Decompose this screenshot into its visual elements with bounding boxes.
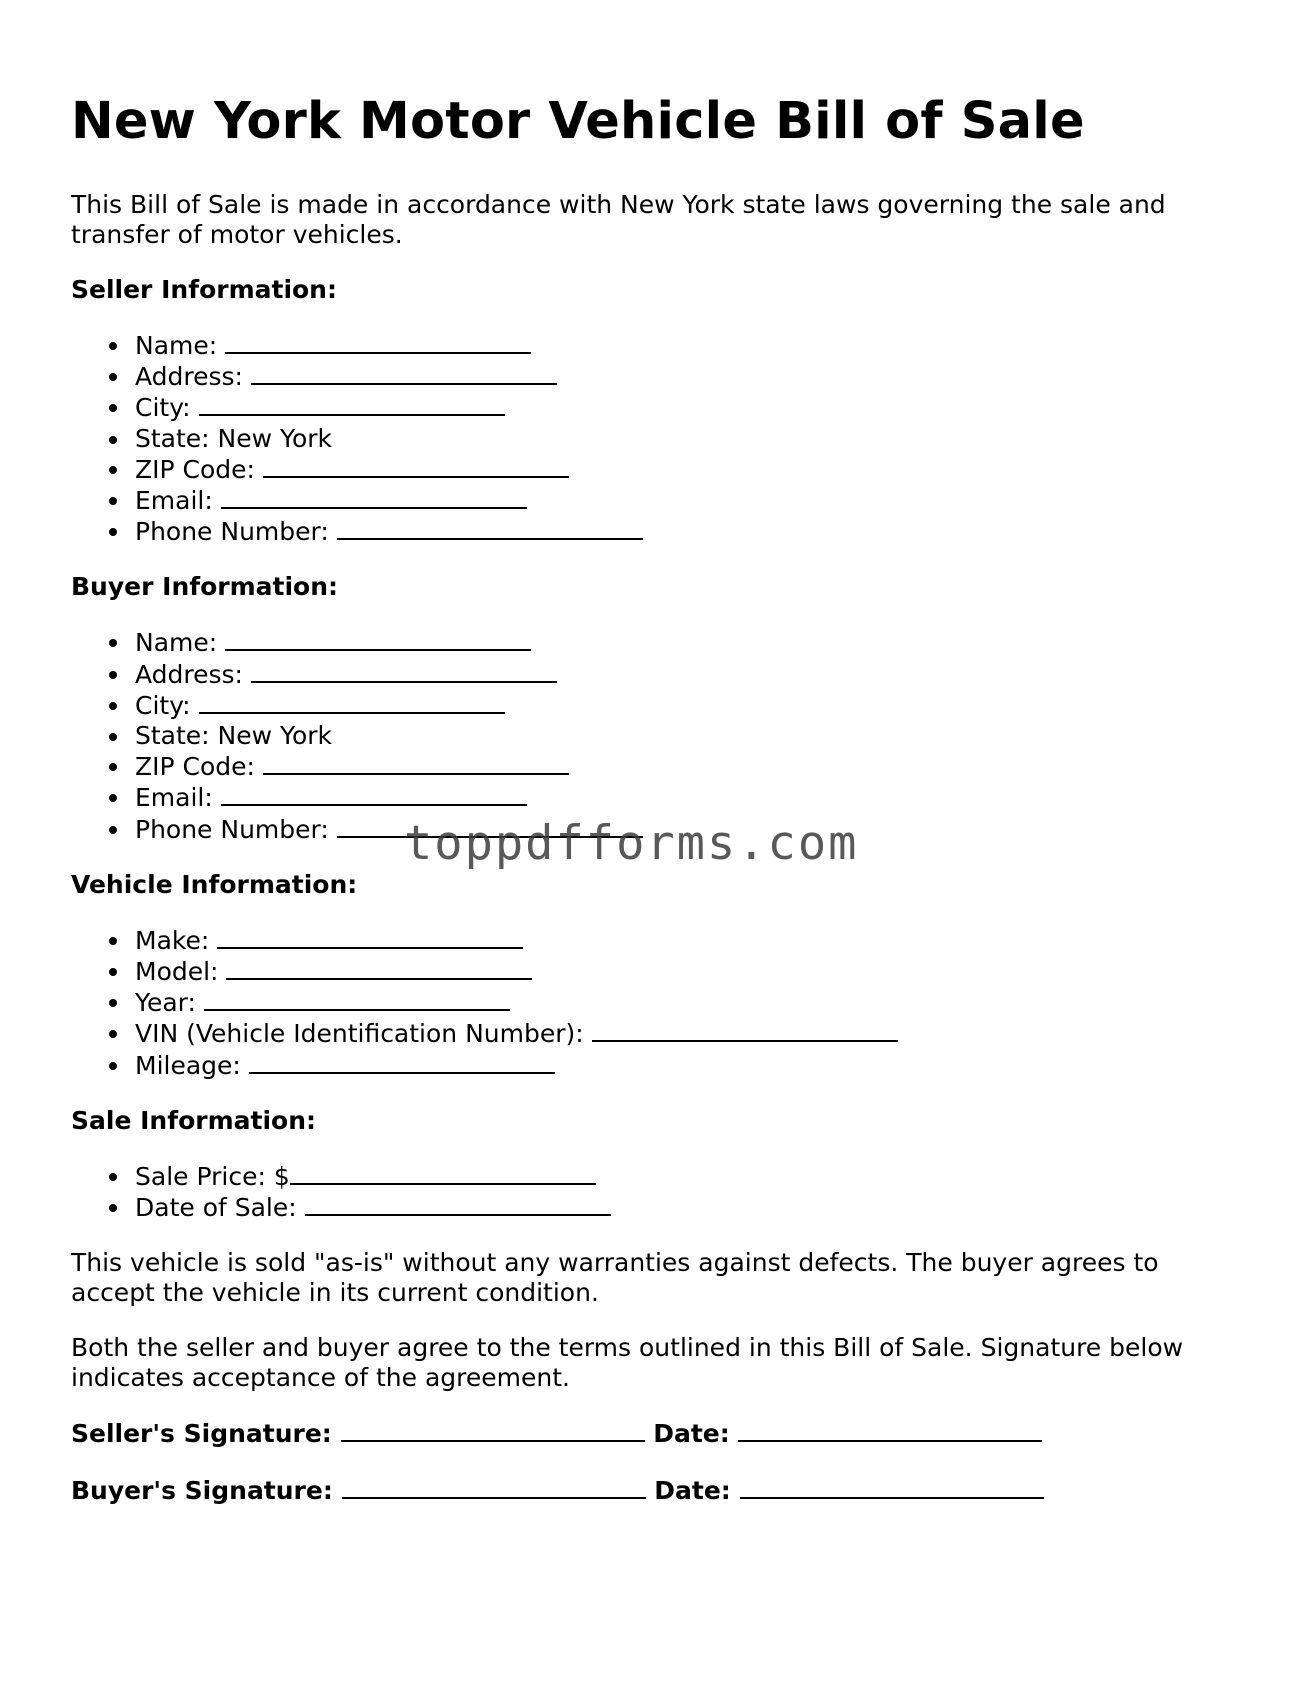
form-field-item (135, 925, 1231, 956)
form-field-blank[interactable] (199, 690, 505, 714)
form-field-item (135, 956, 1231, 987)
form-field-blank[interactable] (225, 627, 531, 651)
form-field-label: State: New York (135, 423, 333, 453)
form-field-blank[interactable] (337, 814, 643, 838)
form-field-blank[interactable] (263, 751, 569, 775)
document-page (71, 0, 1231, 1506)
form-field-label: Phone Number: (135, 814, 337, 844)
form-field-blank[interactable] (251, 361, 557, 385)
form-field-blank[interactable] (290, 1161, 596, 1185)
seller-heading: Seller Information: (71, 275, 337, 304)
form-field-label: Make: (135, 925, 218, 955)
vehicle-heading: Vehicle Information: (71, 869, 358, 899)
agreement-paragraph: Both the seller and buyer agree to the terms outlined in this Bill of Sale. Signature below indicates acceptance of the agreement. (71, 1333, 1184, 1393)
form-field-item (135, 392, 1231, 423)
buyer-field-list (71, 627, 1231, 844)
form-field-label: Date of Sale: (135, 1193, 305, 1223)
form-field-item (135, 690, 1231, 721)
form-field-item (135, 516, 1231, 547)
form-field-item (135, 814, 1231, 845)
seller-field-list (71, 330, 1231, 547)
form-field-item (135, 659, 1231, 690)
form-field-label: Year: (135, 988, 204, 1018)
watermark: toppdfforms.com (404, 816, 859, 871)
buyer-date-field[interactable] (740, 1475, 1044, 1499)
form-field-label: ZIP Code: (135, 752, 263, 782)
form-field-label: City: (135, 690, 199, 720)
form-field-blank[interactable] (199, 392, 505, 416)
form-field-blank[interactable] (226, 956, 532, 980)
form-field-item (135, 485, 1231, 516)
buyer-signature-label: Buyer's Signature: (71, 1476, 342, 1506)
buyer-signature-row (71, 1475, 1231, 1506)
form-field-blank[interactable] (251, 659, 557, 683)
form-field-label: Email: (135, 783, 221, 813)
form-field-item (135, 627, 1231, 658)
form-field-item (135, 751, 1231, 782)
form-field-item (135, 1192, 1231, 1223)
intro-paragraph: This Bill of Sale is made in accordance with New York state laws governing the sale and transfer of motor vehicles. (71, 190, 1166, 249)
form-field-item (135, 361, 1231, 392)
form-field-blank[interactable] (221, 485, 527, 509)
sale-heading: Sale Information: (71, 1105, 316, 1135)
form-field-label: Email: (135, 486, 221, 516)
form-field-item (135, 454, 1231, 485)
form-field-label: ZIP Code: (135, 454, 263, 484)
sale-field-list (71, 1161, 1231, 1223)
document-title: New York Motor Vehicle Bill of Sale (71, 92, 1085, 151)
form-field-blank[interactable] (204, 987, 510, 1011)
form-field-item (135, 987, 1231, 1018)
buyer-heading: Buyer Information: (71, 572, 339, 602)
form-field-blank[interactable] (337, 516, 643, 540)
form-field-item (135, 1050, 1231, 1081)
form-field-blank[interactable] (263, 454, 569, 478)
form-field-item (135, 424, 1231, 454)
form-field-label: State: New York (135, 721, 333, 751)
form-field-label: Phone Number: (135, 517, 337, 547)
buyer-signature-field[interactable] (342, 1475, 646, 1499)
seller-signature-row (71, 1418, 1231, 1449)
form-field-blank[interactable] (217, 925, 523, 949)
form-field-blank[interactable] (592, 1018, 898, 1042)
form-field-label: Name: (135, 628, 226, 658)
seller-date-label: Date: (653, 1419, 739, 1449)
form-field-label: Name: (135, 331, 226, 360)
form-field-blank[interactable] (225, 330, 531, 354)
form-field-item (135, 1018, 1231, 1049)
form-field-item (135, 330, 1231, 361)
form-field-blank[interactable] (249, 1050, 555, 1074)
form-field-label: Sale Price: $ (135, 1161, 290, 1191)
form-field-item (135, 721, 1231, 751)
form-field-item (135, 1161, 1231, 1192)
form-field-label: VIN (Vehicle Identification Number): (135, 1019, 592, 1049)
form-field-label: Mileage: (135, 1050, 249, 1080)
as-is-paragraph: This vehicle is sold "as-is" without any warranties against defects. The buyer agrees to accept the vehicle in its current condition. (71, 1248, 1159, 1308)
vehicle-field-list (71, 925, 1231, 1081)
seller-signature-field[interactable] (341, 1418, 645, 1442)
form-field-blank[interactable] (305, 1192, 611, 1216)
form-field-label: Model: (135, 957, 227, 987)
form-field-label: Address: (135, 659, 251, 689)
form-field-label: Address: (135, 362, 251, 392)
seller-date-field[interactable] (738, 1418, 1042, 1442)
form-field-item (135, 782, 1231, 813)
seller-signature-label: Seller's Signature: (71, 1419, 341, 1449)
buyer-date-label: Date: (654, 1476, 740, 1506)
form-field-label: City: (135, 393, 199, 423)
form-field-blank[interactable] (221, 782, 527, 806)
